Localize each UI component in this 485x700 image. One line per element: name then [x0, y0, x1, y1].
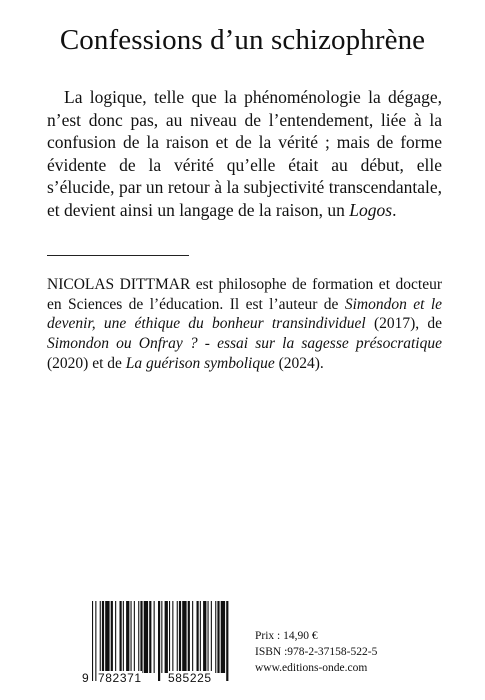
publisher-website: www.editions-onde.com	[255, 662, 368, 674]
publication-info	[255, 628, 377, 676]
book-title-1: Simondon et le devenir, une éthique du bonheur transindividuel	[47, 295, 443, 333]
blurb-text: La logique, telle que la phénoménologie la dégage, n’est donc pas, au niveau de l’entendement, liée à la confusion de la raison et de la vérité ; mais de forme évidente de la vérité qu’elle était au début, elle s’élucide, par un retour à la subjectivité transcendantale, et devient ainsi un langage de la raison, un	[47, 87, 442, 220]
bio-text-2: (2017), de	[365, 315, 443, 333]
book-title-3: La guérison symbolique	[125, 354, 275, 372]
barcode-digits-left: 782371	[98, 671, 142, 685]
barcode-digit-first: 9	[82, 671, 89, 685]
book-title-2: Simondon ou Onfray ? - essai sur la sagesse présocratique	[47, 335, 442, 353]
bio-text-1: est philosophe de formation et docteur en Sciences de l’éducation. Il est l’auteur de	[47, 276, 442, 313]
back-cover-blurb	[47, 86, 442, 221]
blurb-italic-word: Logos	[349, 199, 393, 220]
separator-rule	[47, 255, 189, 256]
barcode-digits	[82, 671, 234, 685]
author-name: NICOLAS DITTMAR	[47, 276, 191, 293]
bio-text-4: (2024).	[274, 354, 324, 372]
book-title: Confessions d’un schizophrène	[59, 24, 426, 56]
bio-text-3: (2020) et de	[47, 354, 126, 372]
blurb-end-punct: .	[392, 199, 397, 220]
barcode-digits-right: 585225	[168, 671, 212, 685]
isbn-label: ISBN :978-2-37158-522-5	[255, 646, 378, 658]
author-bio	[47, 275, 442, 374]
price-label: Prix : 14,90 €	[255, 630, 318, 642]
